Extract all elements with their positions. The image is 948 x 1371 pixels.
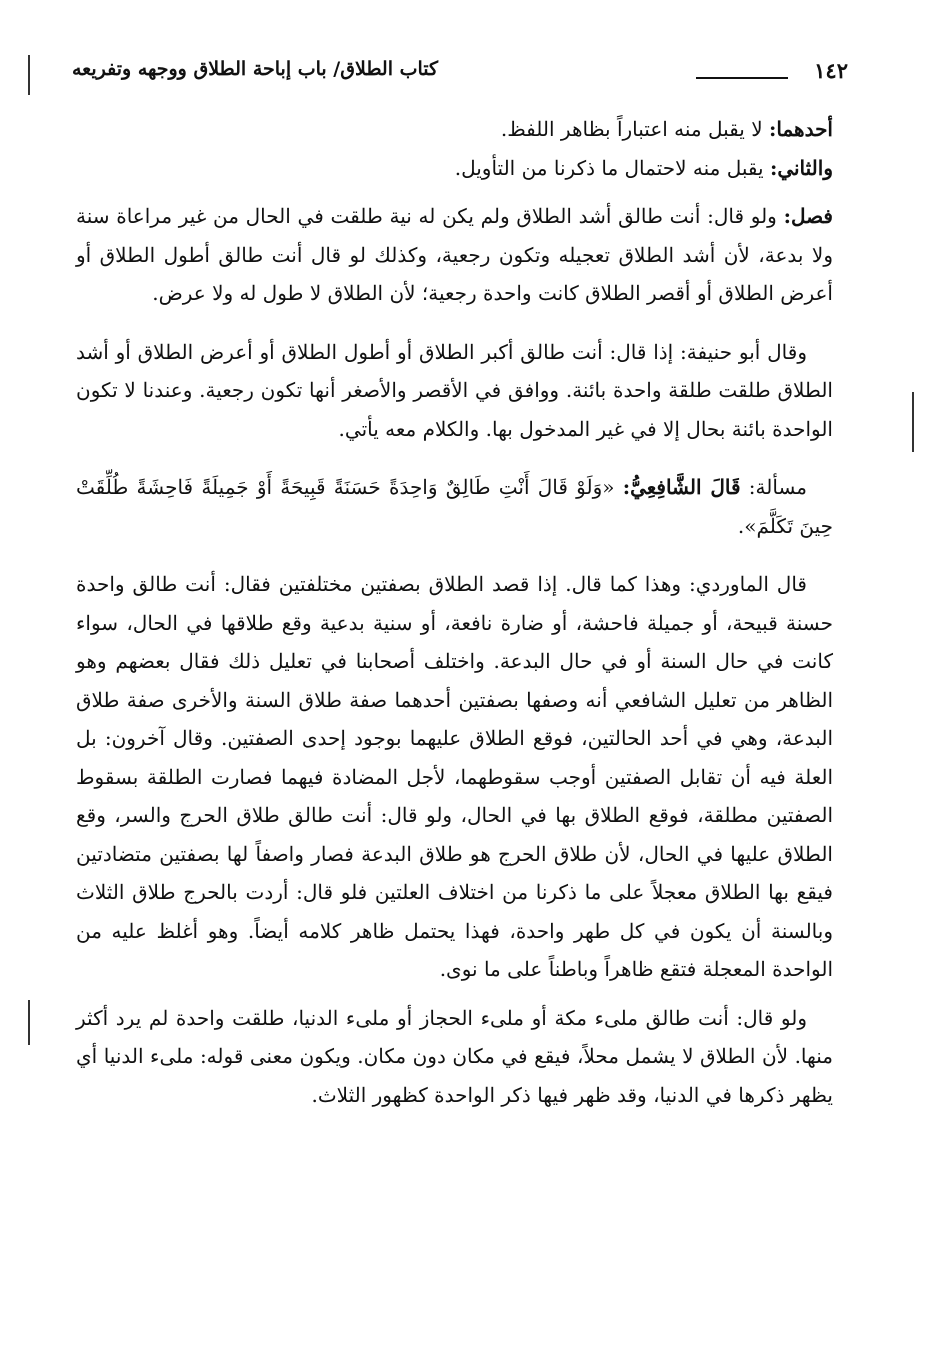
paragraph-mawardi: قال الماوردي: وهذا كما قال. إذا قصد الطلاق بصفتين مختلفتين فقال: أنت طالق واحدة حسنة قبيحة، أو جميلة فاحشة، أو ضارة نافعة، أو سنية بدعية وقع طلاقها في الحال، سواء كانت في حال السنة أو في حال البدعة. واختلف أصحابنا في تعليل ذلك فقال بعضهم وهو الظاهر من تعليل الشافعي أنه وصفها بصفتين أحدهما صفة طلاق السنة والأخرى صفة طلاق البدعة، وهي في أحد الحالتين، فوقع الطلاق عليهما بوجود إحدى الصفتين. وقال آخرون: بل العلة فيه أن تقابل الصفتين أوجب سقوطهما، لأجل المضادة فيهما فصارت الطلقة بسقوط الصفتين مطلقة، فوقع الطلاق بها في الحال، ولو قال: أنت طالق طلاق الحرج والسر، وقع الطلاق عليها في الحال، لأن طلاق الحرج هو طلاق البدعة فصار واصفاً لها بصفتين متضادتين فيقع بها الطلاق معجلاً على ما ذكرنا من اختلاف العلتين فلو قال: أردت بالحرج طلاق الثلاث وبالسنة أن يكون في كل طهر واحدة، فهذا يحتمل ظاهر كلامه أيضاً. وهو أغلظ عليه من الواحدة المعجلة فتقع ظاهراً وباطناً على ما نوى. [76, 572, 833, 981]
paragraph-abu-hanifa: وقال أبو حنيفة: إذا قال: أنت طالق أكبر الطلاق أو أطول الطلاق أو أعرض الطلاق أو أشد الطلاق طلقت طلقة واحدة بائنة. ووافق في الأقصر والأصغر أنها تكون رجعية. وعندنا لا تكون الواحدة بائنة بحال إلا في غير المدخول بها. والكلام معه يأتي. [76, 339, 833, 441]
term-fasl: فصل: [783, 204, 833, 228]
header-rule [696, 77, 788, 79]
term-shafii: قَالَ الشَّافِعِيُّ: [622, 475, 741, 499]
shafii-quote: «وَلَوْ قَالَ أَنْتِ طَالِقٌ وَاحِدَةً حَسَنَةً قَبِيحَةً أَوْ جَمِيلَةً فَاحِشَةً طُلِّقَتْ حِينَ تَكَلَّمَ». [76, 475, 833, 538]
left-margin-line [28, 1000, 30, 1045]
paragraph-mil-makka: ولو قال: أنت طالق ملىء مكة أو ملىء الحجاز أو ملىء الدنيا، طلقت واحدة لم يرد أكثر منها. لأن الطلاق لا يشمل محلاً، فيقع في مكان دون مكان. ويكون معنى قوله: ملىء الدنيا أي يظهر ذكرها في الدنيا، وقد ظهر فيها ذكر الواحدة كظهور الثلاث. [76, 1005, 833, 1107]
paragraph-text: لا يقبل منه اعتباراً بظاهر اللفظ. [500, 117, 769, 141]
term-first: أحدهما: [768, 117, 833, 141]
right-margin-line [912, 392, 914, 452]
paragraph-second-opinion [76, 149, 833, 188]
page-number: ١٤٢ [814, 58, 848, 83]
paragraph-first-opinion [76, 110, 833, 149]
left-margin-line [28, 55, 30, 95]
running-title: كتاب الطلاق/ باب إباحة الطلاق ووجهه وتفريعه [72, 58, 439, 80]
page-body [76, 110, 833, 1114]
paragraph-masala [76, 468, 833, 545]
term-second: والثاني: [769, 155, 833, 180]
page-header [72, 58, 848, 88]
paragraph-text: ولو قال: أنت طالق أشد الطلاق ولم يكن له نية طلقت في الحال من غير مراعاة سنة ولا بدعة، لأن أشد الطلاق تعجيله وتكون رجعية، وكذلك لو قال أنت طالق أطول الطلاق أو أعرض الطلاق أو أقصر الطلاق كانت واحدة رجعية؛ لأن الطلاق لا طول له ولا عرض. [76, 204, 833, 305]
masala-prefix: مسألة: [740, 475, 808, 499]
paragraph-text: يقبل منه لاحتمال ما ذكرنا من التأويل. [454, 155, 770, 180]
paragraph-fasl [76, 197, 833, 313]
